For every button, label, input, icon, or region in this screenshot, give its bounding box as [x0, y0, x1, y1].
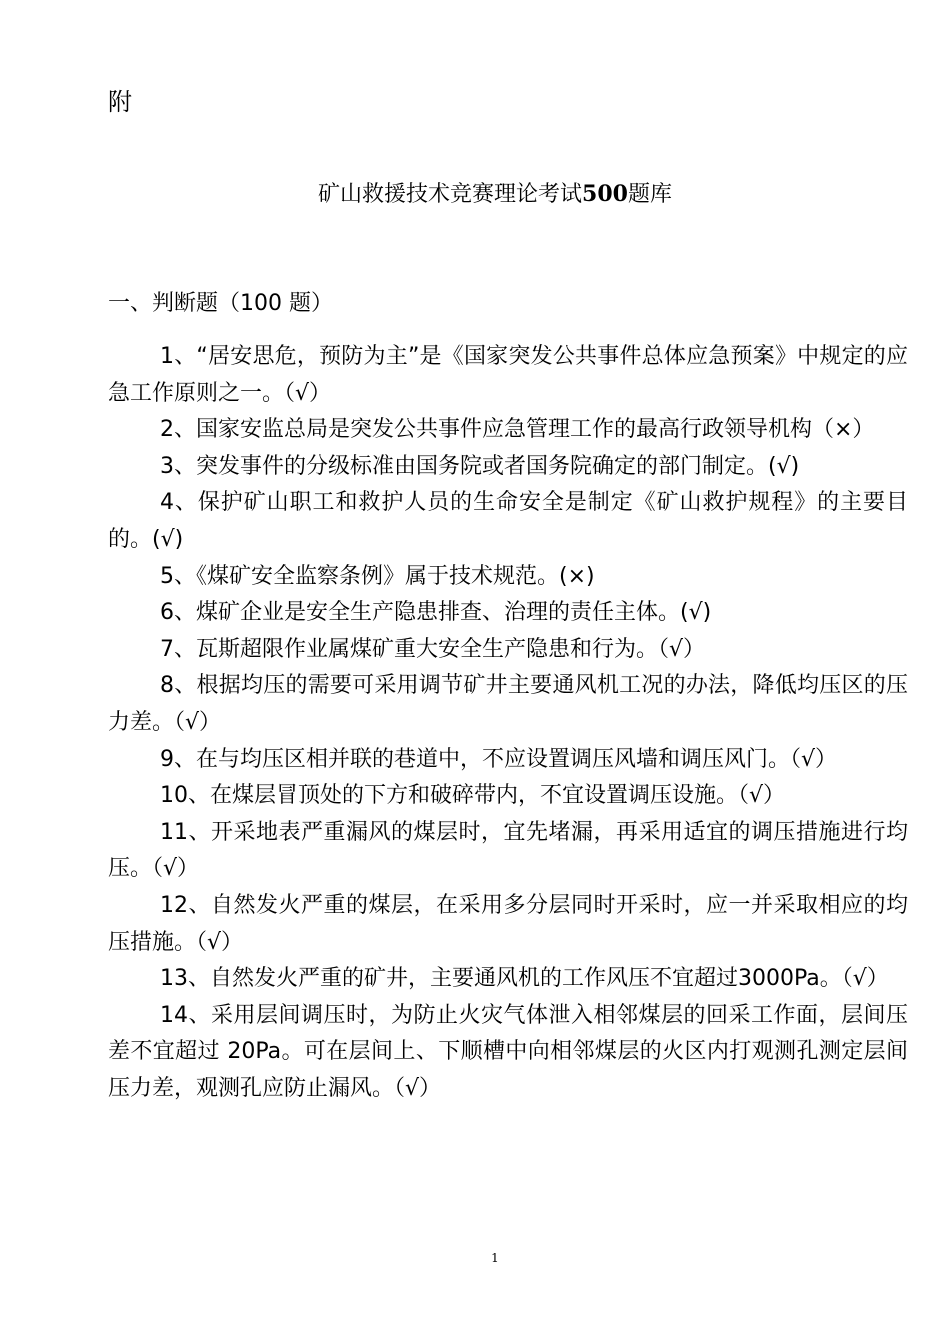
document-title: [0, 178, 950, 211]
question-item: 3、突发事件的分级标准由国务院或者国务院确定的部门制定。(√): [160, 453, 800, 479]
document-title-number: 500: [582, 181, 628, 207]
question-item: 9、在与均压区相并联的巷道中，不应设置调压风墙和调压风门。（√）: [160, 746, 838, 772]
question-item: 14、采用层间调压时，为防止火灾气体泄入相邻煤层的回采工作面，层间压差不宜超过 20Pa。可在层间上、下顺槽中向相邻煤层的火区内打观测孔测定层间压力差，观测孔应防止漏风。（√）: [108, 1002, 908, 1101]
question-item: 10、在煤层冒顶处的下方和破碎带内，不宜设置调压设施。（√）: [160, 783, 786, 809]
section-heading: 一、判断题（100 题）: [108, 291, 333, 316]
question-item: 13、自然发火严重的矿井，主要通风机的工作风压不宜超过3000Pa。（√）: [160, 966, 889, 992]
question-item: 5、《煤矿安全监察条例》属于技术规范。(×): [160, 563, 595, 589]
question-item: 12、自然发火严重的煤层，在采用多分层同时开采时，应一并采取相应的均压措施。（√）: [108, 892, 908, 955]
question-item: 11、开采地表严重漏风的煤层时，宜先堵漏，再采用适宜的调压措施进行均压。（√）: [108, 819, 908, 882]
page-number: 1: [491, 1251, 499, 1265]
document-title-prefix: 矿山救援技术竞赛理论考试: [318, 182, 583, 207]
question-item: 7、瓦斯超限作业属煤矿重大安全生产隐患和行为。（√）: [160, 636, 706, 662]
question-item: 1、“居安思危，预防为主”是《国家突发公共事件总体应急预案》中规定的应急工作原则之一。（√）: [108, 344, 908, 406]
attachment-label: 附: [108, 88, 132, 116]
question-item: 8、根据均压的需要可采用调节矿井主要通风机工况的办法，降低均压区的压力差。（√）: [108, 673, 908, 735]
question-item: 6、煤矿企业是安全生产隐患排查、治理的责任主体。(√): [160, 600, 712, 626]
question-item: 4、保护矿山职工和救护人员的生命安全是制定《矿山救护规程》的主要目的。(√): [108, 490, 908, 552]
question-list: [108, 339, 908, 1107]
document-title-suffix: 题库: [627, 182, 672, 207]
question-item: 2、国家安监总局是突发公共事件应急管理工作的最高行政领导机构（×）: [160, 417, 875, 443]
